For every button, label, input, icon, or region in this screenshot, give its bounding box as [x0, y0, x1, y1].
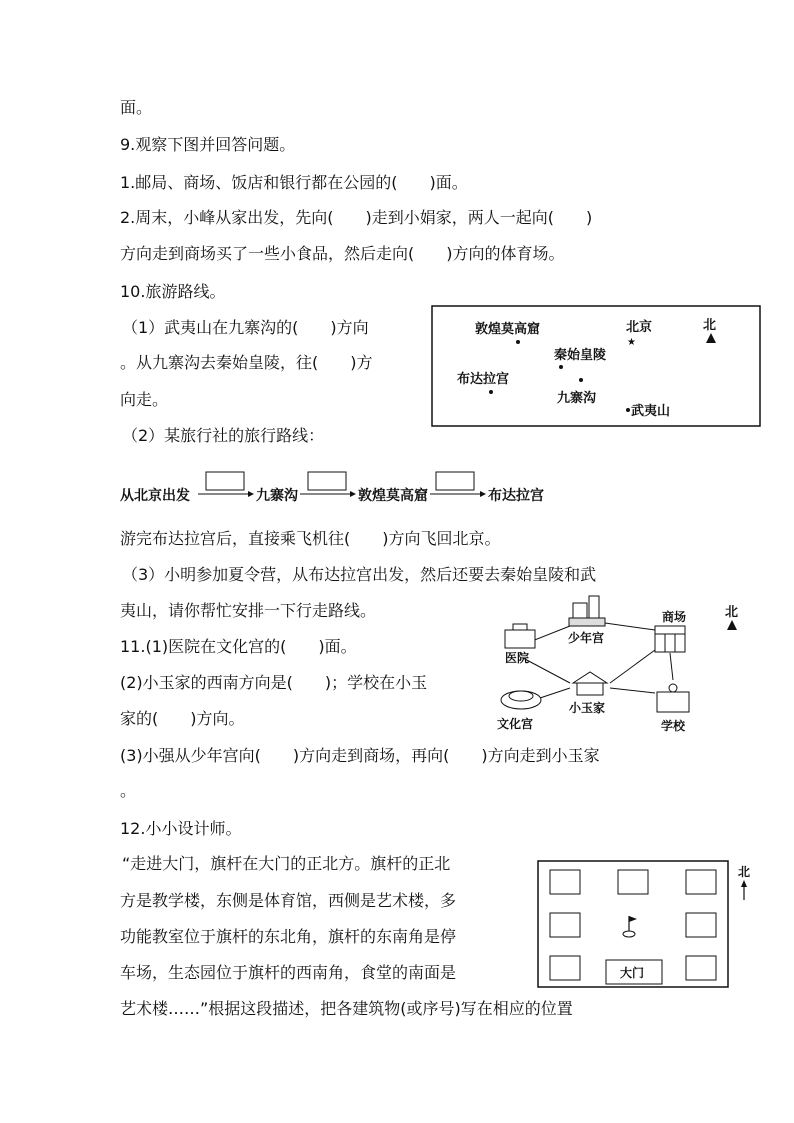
- label-mall: 商场: [662, 610, 687, 624]
- china-tourist-map: [431, 305, 761, 427]
- blank-box-se: [686, 956, 716, 980]
- hospital-icon: [505, 624, 535, 648]
- north-label: 北: [738, 865, 751, 879]
- question-12-title: 12.小小设计师。: [120, 819, 242, 838]
- blank-box-nw: [550, 870, 580, 894]
- blank-box-sw: [550, 956, 580, 980]
- question-10-3: （3）小明参加夏令营，从布达拉宫出发，然后还要去秦始皇陵和武: [122, 565, 597, 584]
- north-arrow-icon: [727, 620, 737, 630]
- place-wuyishan: 武夷山: [631, 404, 671, 419]
- question-11-3: (3)小强从少年宫向( )方向走到商场，再向( )方向走到小玉家: [120, 746, 600, 765]
- star-beijing: ★: [627, 337, 636, 348]
- question-11-3-end: 。: [120, 781, 137, 800]
- route-blank-box-3: [436, 472, 474, 490]
- label-school: 学校: [661, 719, 686, 733]
- question-10-1: （1）武夷山在九寨沟的( )方向: [122, 318, 369, 337]
- gate-label: 大门: [620, 966, 645, 980]
- question-10-title: 10.旅游路线。: [120, 282, 226, 301]
- question-10-1-end: 向走。: [120, 390, 169, 409]
- place-beijing: 北京: [626, 320, 653, 335]
- route-stop-potala: 布达拉宫: [488, 488, 544, 504]
- text-line: 面。: [120, 98, 153, 117]
- question-9-title: 9.观察下图并回答问题。: [120, 135, 296, 154]
- school-icon: [657, 684, 689, 712]
- north-label: 北: [725, 605, 739, 620]
- culture-palace-icon: [501, 691, 541, 709]
- route-blank-box-2: [308, 472, 346, 490]
- label-culture-palace: 文化宫: [497, 717, 534, 731]
- question-10-2-cont: 游完布达拉宫后，直接乘飞机往( )方向飞回北京。: [120, 529, 501, 548]
- route-stop-jiuzhaigou: 九寨沟: [256, 488, 298, 504]
- north-arrow-icon: [741, 880, 747, 887]
- label-home: 小玉家: [569, 701, 606, 715]
- question-11-2-cont: 家的( )方向。: [120, 709, 245, 728]
- route-blank-box-1: [206, 472, 244, 490]
- neighborhood-map: [485, 588, 755, 738]
- question-12-text-4: 车场，生态园位于旗杆的西南角，食堂的南面是: [120, 963, 457, 982]
- travel-route-diagram: [118, 470, 558, 520]
- blank-box-n: [618, 870, 648, 894]
- blank-box-ne: [686, 870, 716, 894]
- blank-box-w: [550, 913, 580, 937]
- dot-qinshihuang: [559, 365, 563, 369]
- route-stop-beijing: 从北京出发: [120, 488, 190, 504]
- question-12-text-5: 艺术楼……”根据这段描述，把各建筑物(或序号)写在相应的位置: [120, 999, 573, 1018]
- label-hospital: 医院: [505, 651, 530, 665]
- label-youth-palace: 少年宫: [568, 631, 605, 645]
- question-9-1: 1.邮局、商场、饭店和银行都在公园的( )面。: [120, 173, 468, 192]
- dot-wuyishan: [626, 408, 630, 412]
- question-10-3-cont: 夷山，请你帮忙安排一下行走路线。: [120, 601, 377, 620]
- mall-icon: [655, 626, 685, 652]
- north-label: 北: [703, 318, 717, 333]
- place-jiuzhaigou: 九寨沟: [557, 391, 597, 406]
- route-stop-dunhuang: 敦煌莫高窟: [358, 488, 428, 504]
- place-dunhuang: 敦煌莫高窟: [475, 322, 541, 337]
- question-12-text-1: “走进大门，旗杆在大门的正北方。旗杆的正北: [122, 854, 451, 873]
- question-11-2: (2)小玉家的西南方向是( )；学校在小玉: [120, 673, 428, 692]
- dot-jiuzhaigou: [579, 378, 583, 382]
- place-qinshihuang: 秦始皇陵: [554, 348, 607, 363]
- question-12-text-2: 方是教学楼，东侧是体育馆，西侧是艺术楼，多: [120, 891, 457, 910]
- dot-potala: [489, 390, 493, 394]
- question-9-2: 2.周末，小峰从家出发，先向( )走到小娟家，两人一起向( ): [120, 208, 593, 227]
- question-12-text-3: 功能教室位于旗杆的东北角，旗杆的东南角是停: [120, 927, 457, 946]
- blank-box-e: [686, 913, 716, 937]
- home-icon: [573, 672, 607, 695]
- question-11-1: 11.(1)医院在文化宫的( )面。: [120, 637, 357, 656]
- dot-dunhuang: [516, 340, 520, 344]
- campus-plan-diagram: [536, 856, 761, 992]
- question-10-2: （2）某旅行社的旅行路线：: [122, 426, 325, 445]
- youth-palace-icon: [569, 596, 605, 626]
- place-potala: 布达拉宫: [457, 372, 510, 387]
- question-9-2-cont: 方向走到商场买了一些小食品，然后走向( )方向的体育场。: [120, 244, 565, 263]
- question-10-1-cont: 。从九寨沟去秦始皇陵，往( )方: [120, 353, 373, 372]
